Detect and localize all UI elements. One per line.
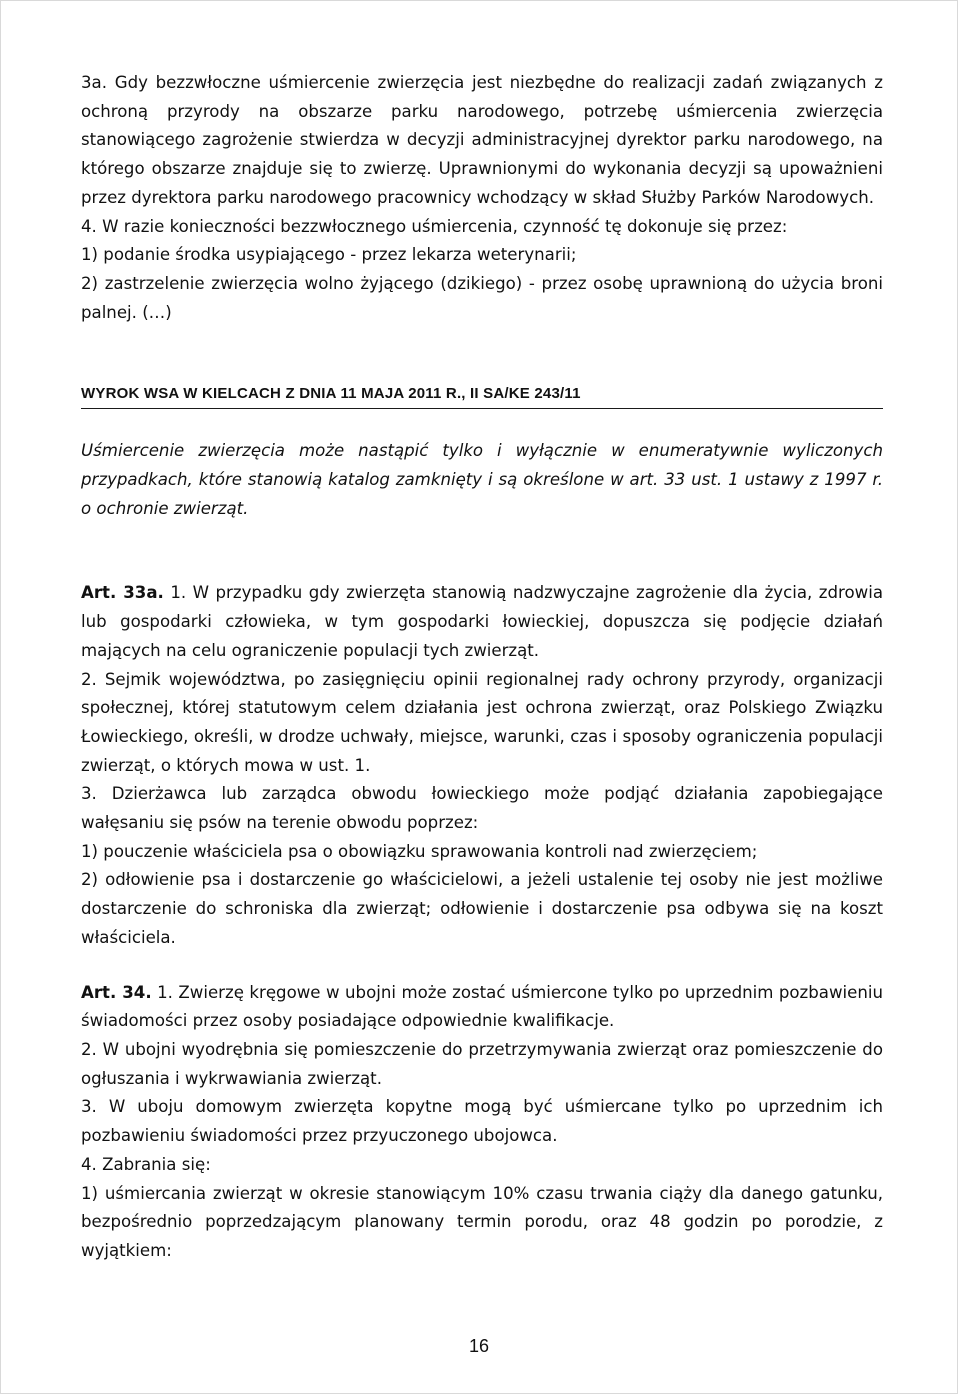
article-34-para-2: 2. W ubojni wyodrębnia się pomieszczenie do przetrzymywania zwierząt oraz pomieszczenie do ogłuszania i wykrwawiania zwierząt. <box>81 1039 883 1088</box>
page-number: 16 <box>468 1336 490 1356</box>
document-body <box>81 69 883 1266</box>
paragraph-4-item-2: 2) zastrzelenie zwierzęcia wolno żyjącego (dzikiego) - przez osobę uprawnioną do użycia broni palnej. (…) <box>81 273 883 322</box>
article-34-para-1-text: 1. Zwierzę kręgowe w ubojni może zostać uśmiercone tylko po uprzednim pozbawieniu świadomości przez osoby posiadające odpowiednie kwalifikacje. <box>81 982 883 1031</box>
article-34-para-4: 4. Zabrania się: <box>81 1154 211 1174</box>
verdict-text: Uśmiercenie zwierzęcia może nastąpić tylko i wyłącznie w enumeratywnie wyliczonych przypadkach, które stanowią katalog zamknięty i są określone w art. 33 ust. 1 ustawy z 1997 r. o ochronie zwierząt. <box>81 441 883 518</box>
article-33a-label: Art. 33a. <box>81 583 164 603</box>
article-34-para-4-item-1: 1) uśmiercania zwierząt w okresie stanowiącym 10% czasu trwania ciąży dla danego gatunku, bezpośrednio poprzedzającym planowany termin porodu, oraz 48 godzin po porodzie, z wyjątkiem: <box>81 1183 883 1260</box>
article-34-para-1 <box>81 979 883 1036</box>
article-33a-para-1-text: 1. W przypadku gdy zwierzęta stanowią nadzwyczajne zagrożenie dla życia, zdrowia lub gospodarki człowieka, w tym gospodarki łowieckiej, dopuszcza się podjęcie działań mających na celu ograniczenie populacji tych zwierząt. <box>81 583 883 660</box>
article-34-label: Art. 34. <box>81 982 152 1002</box>
article-33a-para-3-item-1: 1) pouczenie właściciela psa o obowiązku sprawowania kontroli nad zwierzęciem; <box>81 841 758 861</box>
article-33a-para-1 <box>81 579 883 665</box>
article-34-para-3: 3. W uboju domowym zwierzęta kopytne mogą być uśmiercane tylko po uprzednim ich pozbawieniu świadomości przez przyuczonego ubojowca. <box>81 1097 883 1146</box>
article-33a-para-2: 2. Sejmik województwa, po zasięgnięciu opinii regionalnej rady ochrony przyrody, organizacji społecznej, której statutowym celem działania jest ochrona zwierząt, oraz Polskiego Związku Łowieckiego, określi, w drodze uchwały, miejsce, warunki, czas i sposoby ograniczenia populacji zwierząt, o których mowa w ust. 1. <box>81 669 883 775</box>
paragraph-4-intro: 4. W razie konieczności bezzwłocznego uśmiercenia, czynność tę dokonuje się przez: <box>81 216 788 236</box>
verdict-heading: WYROK WSA W KIELCACH Z DNIA 11 MAJA 2011 R., II SA/KE 243/11 <box>81 385 883 409</box>
article-33a-para-3: 3. Dzierżawca lub zarządca obwodu łowieckiego może podjąć działania zapobiegające wałęsaniu się psów na terenie obwodu poprzez: <box>81 784 883 833</box>
paragraph-3a: 3a. Gdy bezzwłoczne uśmiercenie zwierzęcia jest niezbędne do realizacji zadań związanych z ochroną przyrody na obszarze parku narodowego, potrzebę uśmiercenia zwierzęcia stanowiącego zagrożenie stwierdza w decyzji administracyjnej dyrektor parku narodowego, na którego obszarze znajduje się to zwierzę. Uprawnionymi do wykonania decyzji są upoważnieni przez dyrektora parku narodowego pracownicy wchodzący w skład Służby Parków Narodowych. <box>81 73 883 207</box>
paragraph-4-item-1: 1) podanie środka usypiającego - przez lekarza weterynarii; <box>81 245 577 265</box>
article-33a-para-3-item-2: 2) odłowienie psa i dostarczenie go właścicielowi, a jeżeli ustalenie tej osoby nie jest możliwe dostarczenie do schroniska dla zwierząt; odłowienie i dostarczenie psa odbywa się na koszt właściciela. <box>81 870 883 947</box>
